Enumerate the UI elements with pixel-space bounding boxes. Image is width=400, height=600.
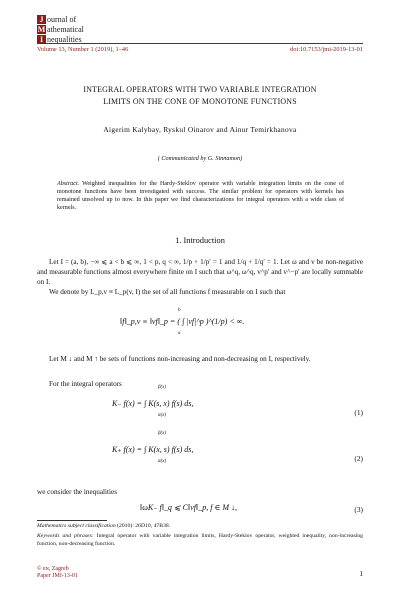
inequality-formula: ‖ωK₋ f‖_q ⩽ C‖vf‖_p, f ∈ M ↓,	[140, 503, 238, 512]
abstract-label: Abstract.	[57, 181, 80, 187]
footnote-rule	[37, 520, 107, 521]
footnote-keywords	[37, 533, 363, 548]
norm-formula	[120, 308, 245, 336]
k-plus-formula: K₊ f(x) = ∫ K(x, s) f(s) ds,	[112, 445, 194, 454]
logo-letter-j: J	[37, 15, 46, 24]
logo-word-athematical: athematical	[47, 24, 84, 34]
k-plus-upper-limit: β(x)	[158, 431, 167, 436]
paragraph-lp-space: We denote by L_p,v ≡ L_p(v, I) the set of all functions f measurable on I such that	[49, 288, 286, 296]
norm-lower-limit: a	[178, 331, 181, 336]
k-minus-formula: K₋ f(x) = ∫ K(s, x) f(s) ds,	[112, 399, 194, 408]
title-line-1: INTEGRAL OPERATORS WITH TWO VARIABLE INTEGRATION	[83, 85, 317, 94]
title-line-2: LIMITS ON THE CONE OF MONOTONE FUNCTIONS	[103, 97, 297, 106]
copyright-notice	[37, 566, 78, 580]
paragraph-definitions: Let I = (a, b), −∞ ⩽ a < b ⩽ ∞, 1 < p, q < ∞, 1/p + 1/p′ = 1 and 1/q + 1/q′ = 1. Let ω and v be non-negative and measurable functions almost everywhere finite on I such that ω^q, ω^q, v^p′ and v^−p′ are locally summable on I.	[37, 258, 363, 286]
journal-logo	[37, 14, 84, 44]
norm-formula-text: ‖f‖_p,v ≡ ‖vf‖_p = ( ∫ |vf|^p )^(1/p) < ∞.	[120, 317, 245, 326]
section-heading: 1. Introduction	[175, 236, 225, 245]
paper-title	[40, 84, 360, 108]
doi-link[interactable]: doi:10.7153/jmi-2019-13-01	[290, 46, 363, 53]
communicated-by: ( Communicated by G. Sinnamon)	[157, 155, 243, 162]
msc-label: Mathematics subject classification	[37, 523, 116, 529]
keywords-label: Keywords and phrases:	[37, 533, 94, 539]
k-plus-lower-limit: α(x)	[158, 459, 167, 464]
header-rule	[37, 43, 363, 44]
copyright-line-2: Paper JMI-13-01	[37, 573, 78, 579]
operator-k-plus	[112, 431, 194, 464]
logo-letter-m: M	[37, 24, 46, 34]
abstract	[57, 180, 344, 212]
msc-text: (2010): 26D10, 47B38.	[117, 523, 171, 529]
norm-upper-limit: b	[178, 308, 181, 313]
operator-k-minus	[112, 385, 194, 418]
copyright-line-1: © ᴇɴ, Zagreb	[37, 566, 69, 572]
k-minus-lower-limit: α(x)	[158, 413, 167, 418]
equation-number-1: (1)	[354, 408, 363, 417]
logo-word-nequalities: nequalities	[47, 34, 82, 44]
abstract-text: Weighted inequalities for the Hardy-Steklov operator with variable integration limits on the cone of monotone functions have been investigated with success. The similar problem for operators with kernels has remained unsolved up to now. In this paper we find characterizations for integral operators with a wide class of kernels.	[57, 181, 344, 211]
page-number: 1	[359, 569, 363, 578]
equation-number-3: (3)	[354, 505, 363, 514]
logo-letter-i: I	[37, 35, 46, 44]
equation-number-2: (2)	[354, 454, 363, 463]
paragraph-operators: For the integral operators	[49, 380, 122, 388]
volume-line: Volume 13, Number 1 (2019), 1–46	[37, 46, 129, 53]
authors: Aigerim Kalybay, Ryskul Oinarov and Ainur Temirkhanova	[103, 125, 297, 134]
logo-word-ournal: ournal of	[47, 14, 77, 24]
footnote-msc	[37, 523, 363, 531]
paragraph-inequalities: we consider the inequalities	[37, 488, 118, 496]
paragraph-monotone-sets: Let M ↓ and M ↑ be sets of functions non-increasing and non-decreasing on I, respectively.	[49, 355, 311, 363]
keywords-text: Integral operator with variable integration limits, Hardy-Steklov operator, weighted inequality, non-increasing function, non-decreasing function.	[37, 533, 363, 547]
k-minus-upper-limit: β(x)	[158, 385, 167, 390]
